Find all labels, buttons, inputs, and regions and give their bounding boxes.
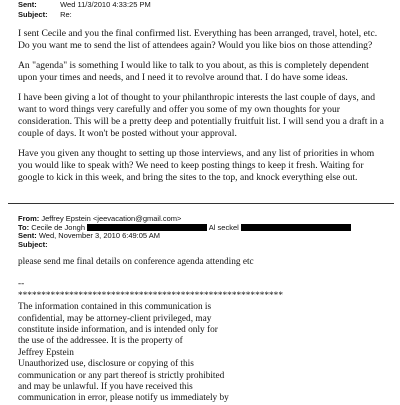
reply-paragraph: I sent Cecile and you the final confirmed list. Everything has been arranged, travel, hotel, etc. Do you want me to send the list of attendees again? Would you like bios on those attending? [18,28,378,51]
subject-row-2 [18,241,394,250]
disclaimer-line: communication in error, please notify us immediately by [18,393,229,404]
disclaimer-line: confidential, may be attorney-client privileged, may [18,313,212,324]
subject-label: Subject: [18,9,48,19]
redaction-block [241,224,351,231]
sent-value-2: Wed, November 3, 2010 6:49:05 AM [38,231,161,240]
original-message: please send me final details on conference agenda attending etc [18,257,254,267]
reply-paragraph: Have you given any thought to setting up those interviews, and any list of priorities in whom you would like to speak with? We need to keep posting things to keep it fresh. Waiting for google to kick in this week, and bring the sites to the top, and knock everything else out. [18,148,375,183]
disclaimer-line: the use of the addressee. It is the property of [18,336,183,347]
disclaimer-line: constitute inside information, and is intended only for [18,325,218,336]
disclaimer-line: communication or any part thereof is strictly prohibited [18,370,225,381]
reply-paragraph: I have been giving a lot of thought to your philanthropic interests the last couple of days, and want to word things very carefully and offer you some of my own thoughts for your consideration. This will be a pretty deep and potentially fruitfuit list. I will send you a draft in a couple of days. It won't be posted without your approval. [18,92,384,139]
reply-paragraph: An "agenda" is something I would like to talk to you about, as this is completely dependent upon your times and needs, and I need it to revolve around that. I do have some ideas. [18,60,369,83]
original-body [18,257,390,405]
email-header-original [18,215,394,249]
subject-row [18,10,151,20]
separator-rule [8,203,394,204]
to-value-2: Al seckel [208,222,239,232]
sent-row-2 [18,232,394,241]
sent-value: Wed 11/3/2010 4:33:25 PM [60,0,151,9]
disclaimer-line: Jeffrey Epstein [18,347,74,358]
subject-value: Re: [60,9,72,19]
signature-dashes: -- [18,279,25,290]
subject-label-2: Subject: [18,239,48,249]
email-header-reply [18,0,151,19]
disclaimer-line: The information contained in this communication is [18,302,212,313]
from-value: Jeffrey Epstein <jeevacation@gmail.com> [41,214,182,223]
to-value-1: Cecile de Jongh [31,222,85,232]
signature-stars: ********************************************************* [18,290,283,301]
disclaimer-line: Unauthorized use, disclosure or copying of this [18,359,194,370]
disclaimer-line: and may be unlawful. If you have received this [18,382,193,393]
reply-body [18,28,390,192]
sent-label-2: Sent: [18,231,37,240]
to-label: To: [18,222,30,232]
redaction-block [87,224,207,231]
sent-label: Sent: [18,0,37,9]
sent-row [18,0,151,10]
from-label: From: [18,214,40,223]
